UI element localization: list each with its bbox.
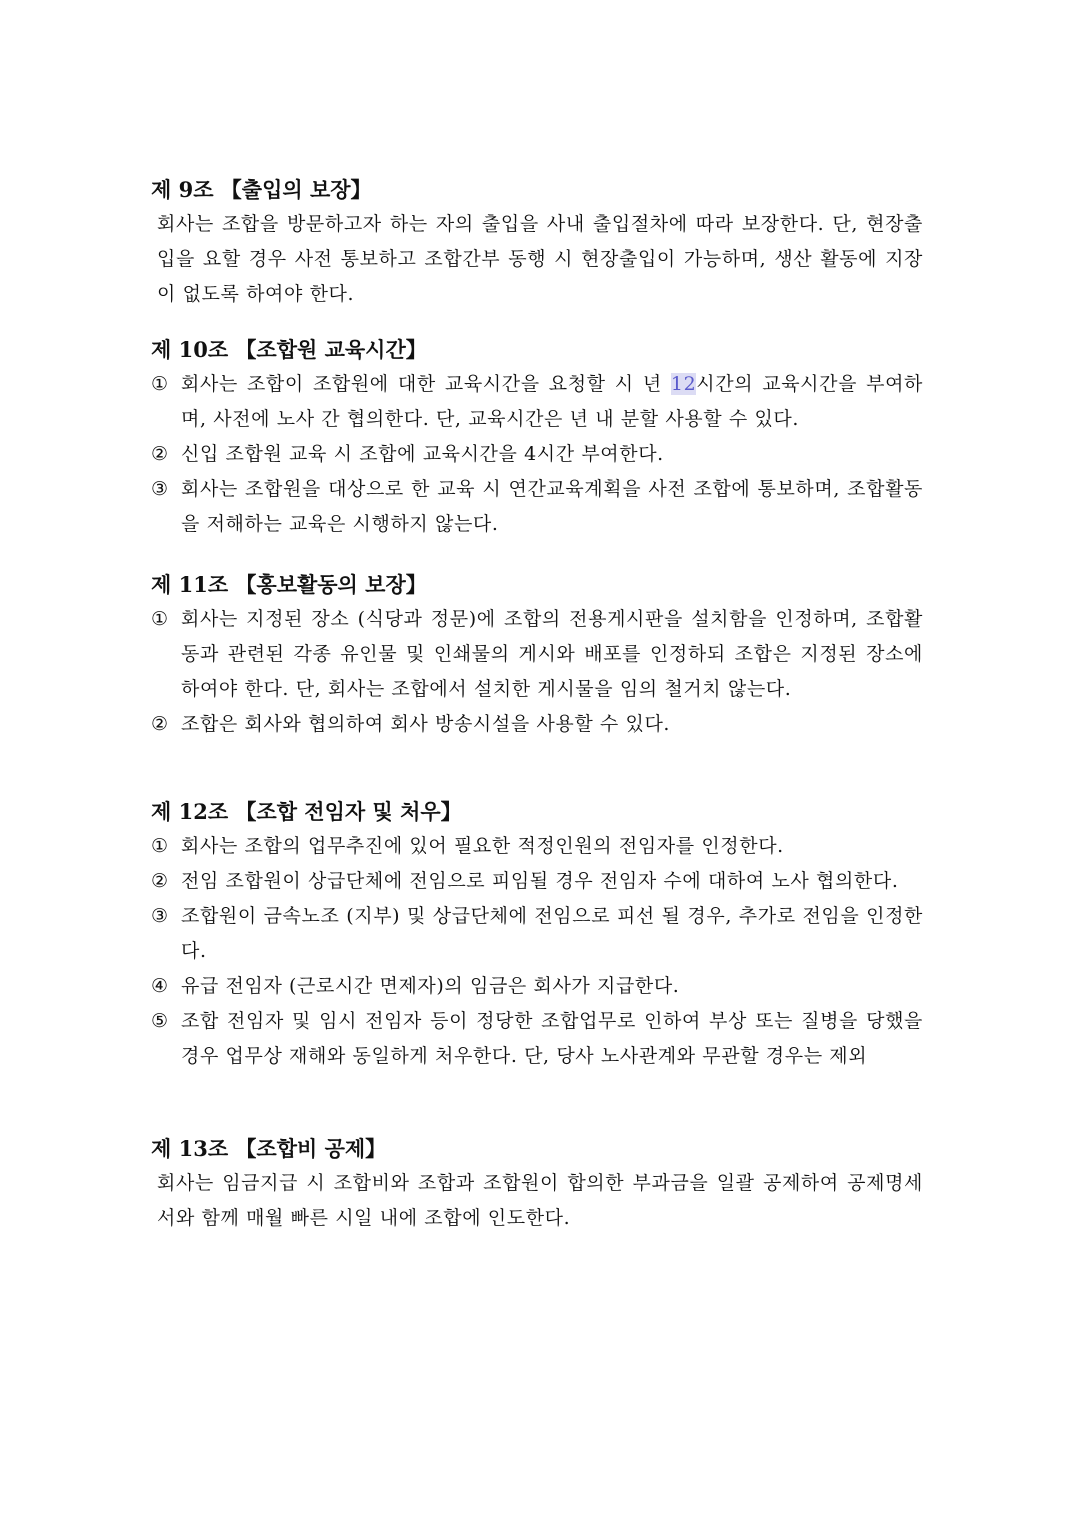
article-body: 회사는 임금지급 시 조합비와 조합과 조합원이 합의한 부과금을 일괄 공제하여 공제명세서와 함께 매월 빠른 시일 내에 조합에 인도한다. xyxy=(157,1172,923,1229)
item-number: ① xyxy=(151,373,169,395)
item-number: ② xyxy=(151,870,169,892)
article-item xyxy=(151,437,923,472)
item-number: ③ xyxy=(151,478,169,500)
article-item xyxy=(151,707,923,742)
article-item xyxy=(151,1004,923,1074)
article-item xyxy=(151,472,923,542)
article-item xyxy=(151,864,923,899)
item-text: 조합 전임자 및 임시 전임자 등이 정당한 조합업무로 인하여 부상 또는 질병을 당했을 경우 업무상 재해와 동일하게 처우한다. 단, 당사 노사관계와 무관할 경우는 제외 xyxy=(181,1010,923,1067)
article-12 xyxy=(151,799,923,1074)
highlighted-value: 12 xyxy=(670,373,697,395)
article-11 xyxy=(151,572,923,742)
article-10 xyxy=(151,337,923,542)
article-heading: 제 10조 【조합원 교육시간】 xyxy=(151,337,427,362)
article-item xyxy=(151,899,923,969)
article-heading: 제 11조 【홍보활동의 보장】 xyxy=(151,572,427,597)
article-heading: 제 13조 【조합비 공제】 xyxy=(151,1136,387,1161)
article-item xyxy=(151,829,923,864)
item-number: ① xyxy=(151,608,169,630)
article-heading: 제 9조 【출입의 보장】 xyxy=(151,177,372,202)
item-text: 조합은 회사와 협의하여 회사 방송시설을 사용할 수 있다. xyxy=(181,713,671,735)
item-text: 신입 조합원 교육 시 조합에 교육시간을 4시간 부여한다. xyxy=(181,443,664,465)
article-heading: 제 12조 【조합 전임자 및 처우】 xyxy=(151,799,462,824)
item-text: 회사는 조합이 조합원에 대한 교육시간을 요청할 시 년 12시간의 교육시간을 부여하며, 사전에 노사 간 협의한다. 단, 교육시간은 년 내 분할 사용할 수 있다. xyxy=(181,373,923,430)
item-text: 회사는 조합의 업무추진에 있어 필요한 적정인원의 전임자를 인정한다. xyxy=(181,835,784,857)
item-text: 유급 전임자 (근로시간 면제자)의 임금은 회사가 지급한다. xyxy=(181,975,680,997)
item-number: ⑤ xyxy=(151,1010,169,1032)
item-text: 회사는 조합원을 대상으로 한 교육 시 연간교육계획을 사전 조합에 통보하며, 조합활동을 저해하는 교육은 시행하지 않는다. xyxy=(181,478,923,535)
item-text: 전임 조합원이 상급단체에 전임으로 피임될 경우 전임자 수에 대하여 노사 협의한다. xyxy=(181,870,899,892)
article-item xyxy=(151,367,923,437)
item-text: 회사는 지정된 장소 (식당과 정문)에 조합의 전용게시판을 설치함을 인정하며, 조합활동과 관련된 각종 유인물 및 인쇄물의 게시와 배포를 인정하되 조합은 지정된 장소에 하여야 한다. 단, 회사는 조합에서 설치한 게시물을 임의 철거치 않는다. xyxy=(181,608,923,700)
article-13 xyxy=(151,1136,923,1236)
item-number: ② xyxy=(151,443,169,465)
item-number: ④ xyxy=(151,975,169,997)
item-number: ① xyxy=(151,835,169,857)
article-item xyxy=(151,969,923,1004)
item-number: ③ xyxy=(151,905,169,927)
item-text: 조합원이 금속노조 (지부) 및 상급단체에 전임으로 피선 될 경우, 추가로 전임을 인정한다. xyxy=(181,905,923,962)
article-body: 회사는 조합을 방문하고자 하는 자의 출입을 사내 출입절차에 따라 보장한다. 단, 현장출입을 요할 경우 사전 통보하고 조합간부 동행 시 현장출입이 가능하며, 생산 활동에 지장이 없도록 하여야 한다. xyxy=(157,213,923,305)
article-item xyxy=(151,602,923,707)
article-9 xyxy=(151,177,923,312)
item-number: ② xyxy=(151,713,169,735)
